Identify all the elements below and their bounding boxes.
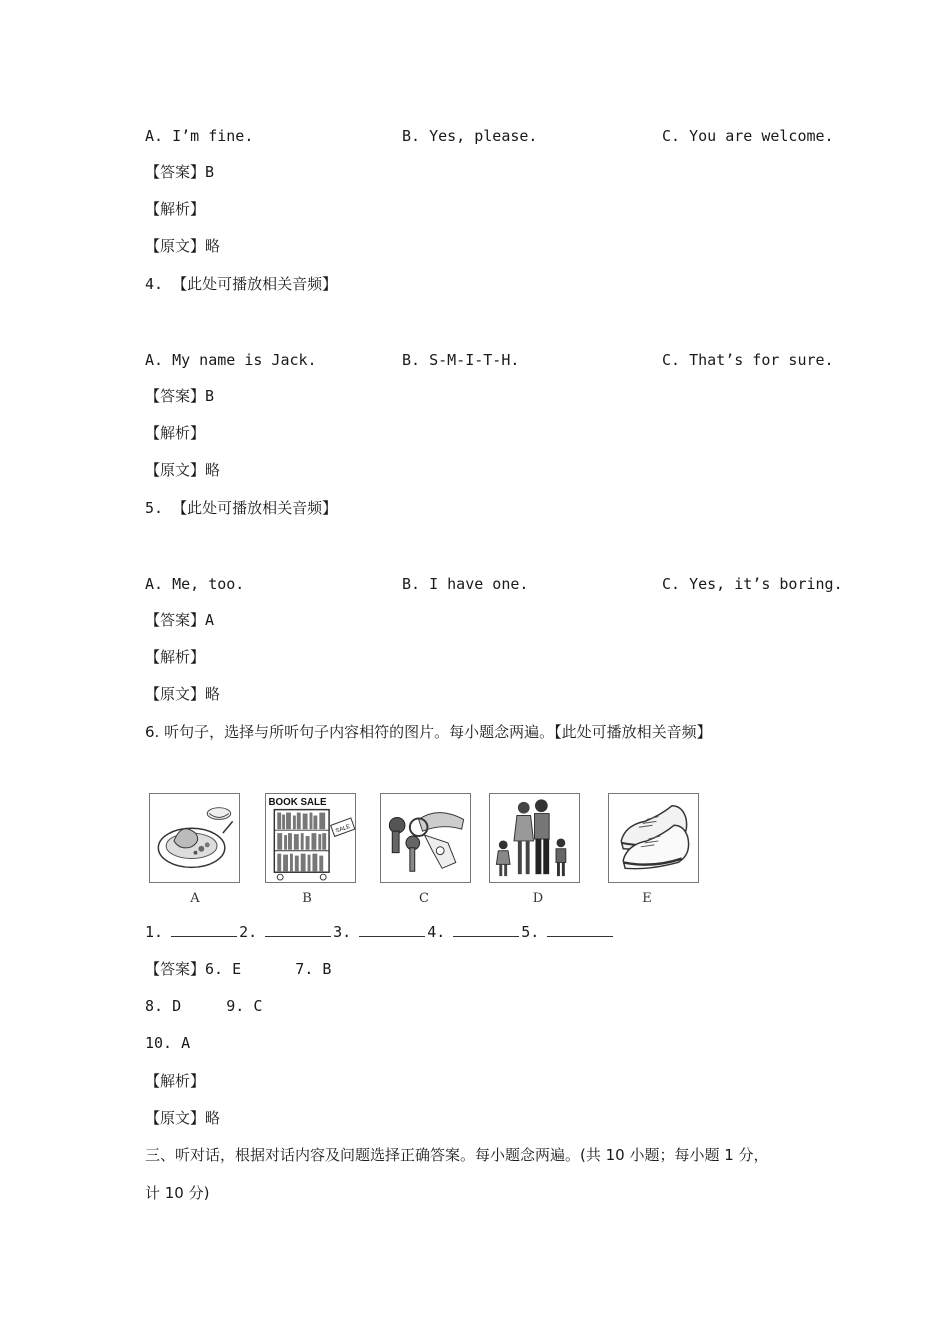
blank-1[interactable] bbox=[171, 922, 237, 937]
blank-4-label: 4. bbox=[427, 923, 446, 941]
q4-analysis: 【解析】 bbox=[145, 424, 206, 442]
picture-c bbox=[380, 793, 471, 883]
q4-option-b: B. S-M-I-T-H. bbox=[402, 351, 520, 369]
q3-option-c: C. You are welcome. bbox=[662, 127, 834, 145]
blank-2[interactable] bbox=[265, 922, 331, 937]
blank-4[interactable] bbox=[453, 922, 519, 937]
picture-a-label: A bbox=[190, 891, 200, 906]
q3-analysis: 【解析】 bbox=[145, 200, 206, 218]
q5-option-a: A. Me, too. bbox=[145, 575, 245, 593]
q6-answer-line-1: 【答案】6. E 7. B bbox=[145, 960, 332, 978]
blank-3[interactable] bbox=[359, 922, 425, 937]
q5-answer: 【答案】A bbox=[145, 611, 215, 629]
q5-analysis: 【解析】 bbox=[145, 648, 206, 666]
family-icon bbox=[490, 794, 579, 882]
sneakers-icon bbox=[609, 794, 698, 882]
q4-option-a: A. My name is Jack. bbox=[145, 351, 317, 369]
blank-2-label: 2. bbox=[239, 923, 258, 941]
q4-option-c: C. That’s for sure. bbox=[662, 351, 834, 369]
q3-option-a: A. I’m fine. bbox=[145, 127, 254, 145]
q4-answer: 【答案】B bbox=[145, 387, 215, 405]
food-plate-icon bbox=[150, 794, 239, 882]
q3-answer: 【答案】B bbox=[145, 163, 215, 181]
section3-heading: 三、听对话，根据对话内容及问题选择正确答案。每小题念两遍。(共 10 小题；每小题 1 分， bbox=[145, 1146, 769, 1164]
picture-e-label: E bbox=[642, 891, 652, 906]
picture-d-label: D bbox=[532, 891, 544, 906]
q4-prompt: 4. 【此处可播放相关音频】 bbox=[145, 275, 338, 293]
q3-original: 【原文】略 bbox=[145, 237, 221, 255]
q6-blanks bbox=[145, 922, 615, 942]
blank-5-label: 5. bbox=[521, 923, 540, 941]
keys-icon bbox=[381, 794, 470, 882]
book-sale-sign: BOOK SALE bbox=[268, 796, 327, 808]
picture-a bbox=[149, 793, 240, 883]
q6-answer-line-3: 10. A bbox=[145, 1034, 191, 1052]
picture-c-label: C bbox=[419, 891, 429, 906]
q6-answer-line-2: 8. D 9. C bbox=[145, 997, 263, 1015]
q5-option-c: C. Yes, it’s boring. bbox=[662, 575, 843, 593]
picture-e bbox=[608, 793, 699, 883]
section3-heading-cont: 计 10 分) bbox=[145, 1184, 210, 1202]
q3-option-b: B. Yes, please. bbox=[402, 127, 538, 145]
q6-prompt: 6. 听句子，选择与所听句子内容相符的图片。每小题念两遍。【此处可播放相关音频】 bbox=[145, 723, 712, 741]
sale-tag: SALE bbox=[335, 823, 352, 835]
blank-5[interactable] bbox=[547, 922, 613, 937]
q5-option-b: B. I have one. bbox=[402, 575, 529, 593]
q6-original: 【原文】略 bbox=[145, 1109, 221, 1127]
q5-original: 【原文】略 bbox=[145, 685, 221, 703]
q6-analysis: 【解析】 bbox=[145, 1072, 206, 1090]
book-sale-icon bbox=[266, 794, 355, 882]
q4-original: 【原文】略 bbox=[145, 461, 221, 479]
q5-prompt: 5. 【此处可播放相关音频】 bbox=[145, 499, 338, 517]
blank-3-label: 3. bbox=[333, 923, 352, 941]
picture-b bbox=[265, 793, 356, 883]
picture-b-label: B bbox=[302, 891, 312, 906]
picture-d bbox=[489, 793, 580, 883]
blank-1-label: 1. bbox=[145, 923, 164, 941]
